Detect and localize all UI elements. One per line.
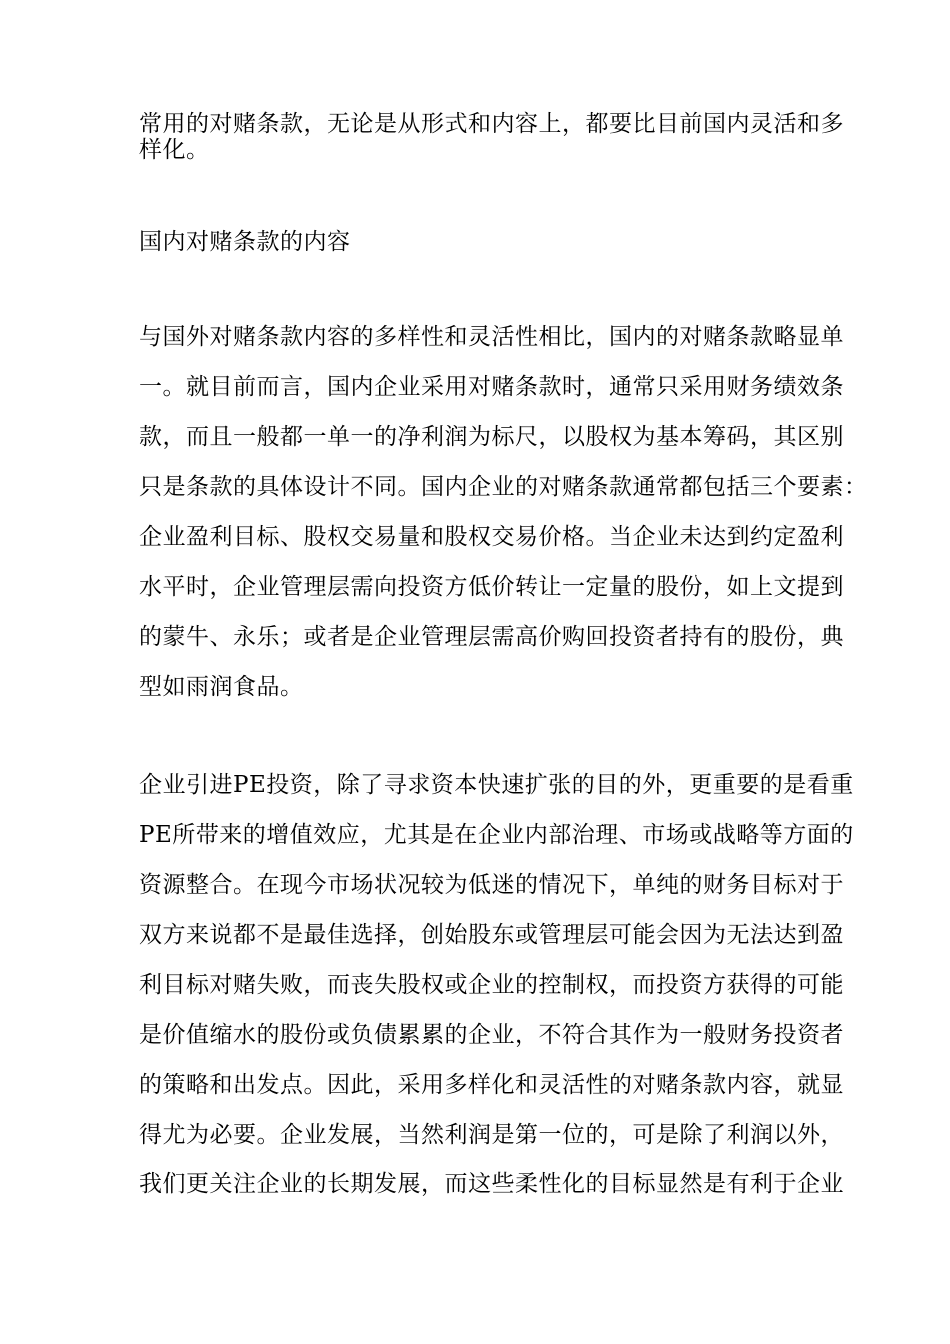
paragraph-3-line-7: 的策略和出发点。因此，采用多样化和灵活性的对赌条款内容，就显 — [139, 1072, 844, 1098]
paragraph-2-line-2: 一。就目前而言，国内企业采用对赌条款时，通常只采用财务绩效条 — [139, 374, 844, 400]
paragraph-3-line-8: 得尤为必要。企业发展，当然利润是第一位的，可是除了利润以外， — [139, 1122, 844, 1148]
paragraph-2-line-6: 水平时，企业管理层需向投资方低价转让一定量的股份，如上文提到 — [139, 574, 844, 600]
paragraph-3-line-6: 是价值缩水的股份或负债累累的企业，不符合其作为一般财务投资者 — [139, 1022, 844, 1048]
paragraph-3-line-3: 资源整合。在现今市场状况较为低迷的情况下，单纯的财务目标对于 — [139, 872, 844, 898]
paragraph-2-line-8: 型如雨润食品。 — [139, 674, 304, 700]
section-heading: 国内对赌条款的内容 — [139, 229, 351, 255]
paragraph-2-line-5: 企业盈利目标、股权交易量和股权交易价格。当企业未达到约定盈利 — [139, 524, 844, 550]
paragraph-1-line-2: 样化。 — [139, 137, 210, 163]
paragraph-3-line-2: PE所带来的增值效应，尤其是在企业内部治理、市场或战略等方面的 — [139, 822, 854, 848]
paragraph-2-line-4: 只是条款的具体设计不同。国内企业的对赌条款通常都包括三个要素： — [139, 474, 868, 500]
paragraph-3-line-4: 双方来说都不是最佳选择，创始股东或管理层可能会因为无法达到盈 — [139, 922, 844, 948]
paragraph-3-line-1: 企业引进PE投资，除了寻求资本快速扩张的目的外，更重要的是看重 — [139, 772, 854, 798]
paragraph-2-line-1: 与国外对赌条款内容的多样性和灵活性相比，国内的对赌条款略显单 — [139, 324, 844, 350]
paragraph-2-line-7: 的蒙牛、永乐；或者是企业管理层需高价购回投资者持有的股份，典 — [139, 624, 844, 650]
paragraph-1-line-1: 常用的对赌条款，无论是从形式和内容上，都要比目前国内灵活和多 — [139, 111, 844, 137]
paragraph-3-line-9: 我们更关注企业的长期发展，而这些柔性化的目标显然是有利于企业 — [139, 1171, 844, 1197]
paragraph-3-line-5: 利目标对赌失败，而丧失股权或企业的控制权，而投资方获得的可能 — [139, 972, 844, 998]
paragraph-2-line-3: 款，而且一般都一单一的净利润为标尺，以股权为基本筹码，其区别 — [139, 424, 844, 450]
